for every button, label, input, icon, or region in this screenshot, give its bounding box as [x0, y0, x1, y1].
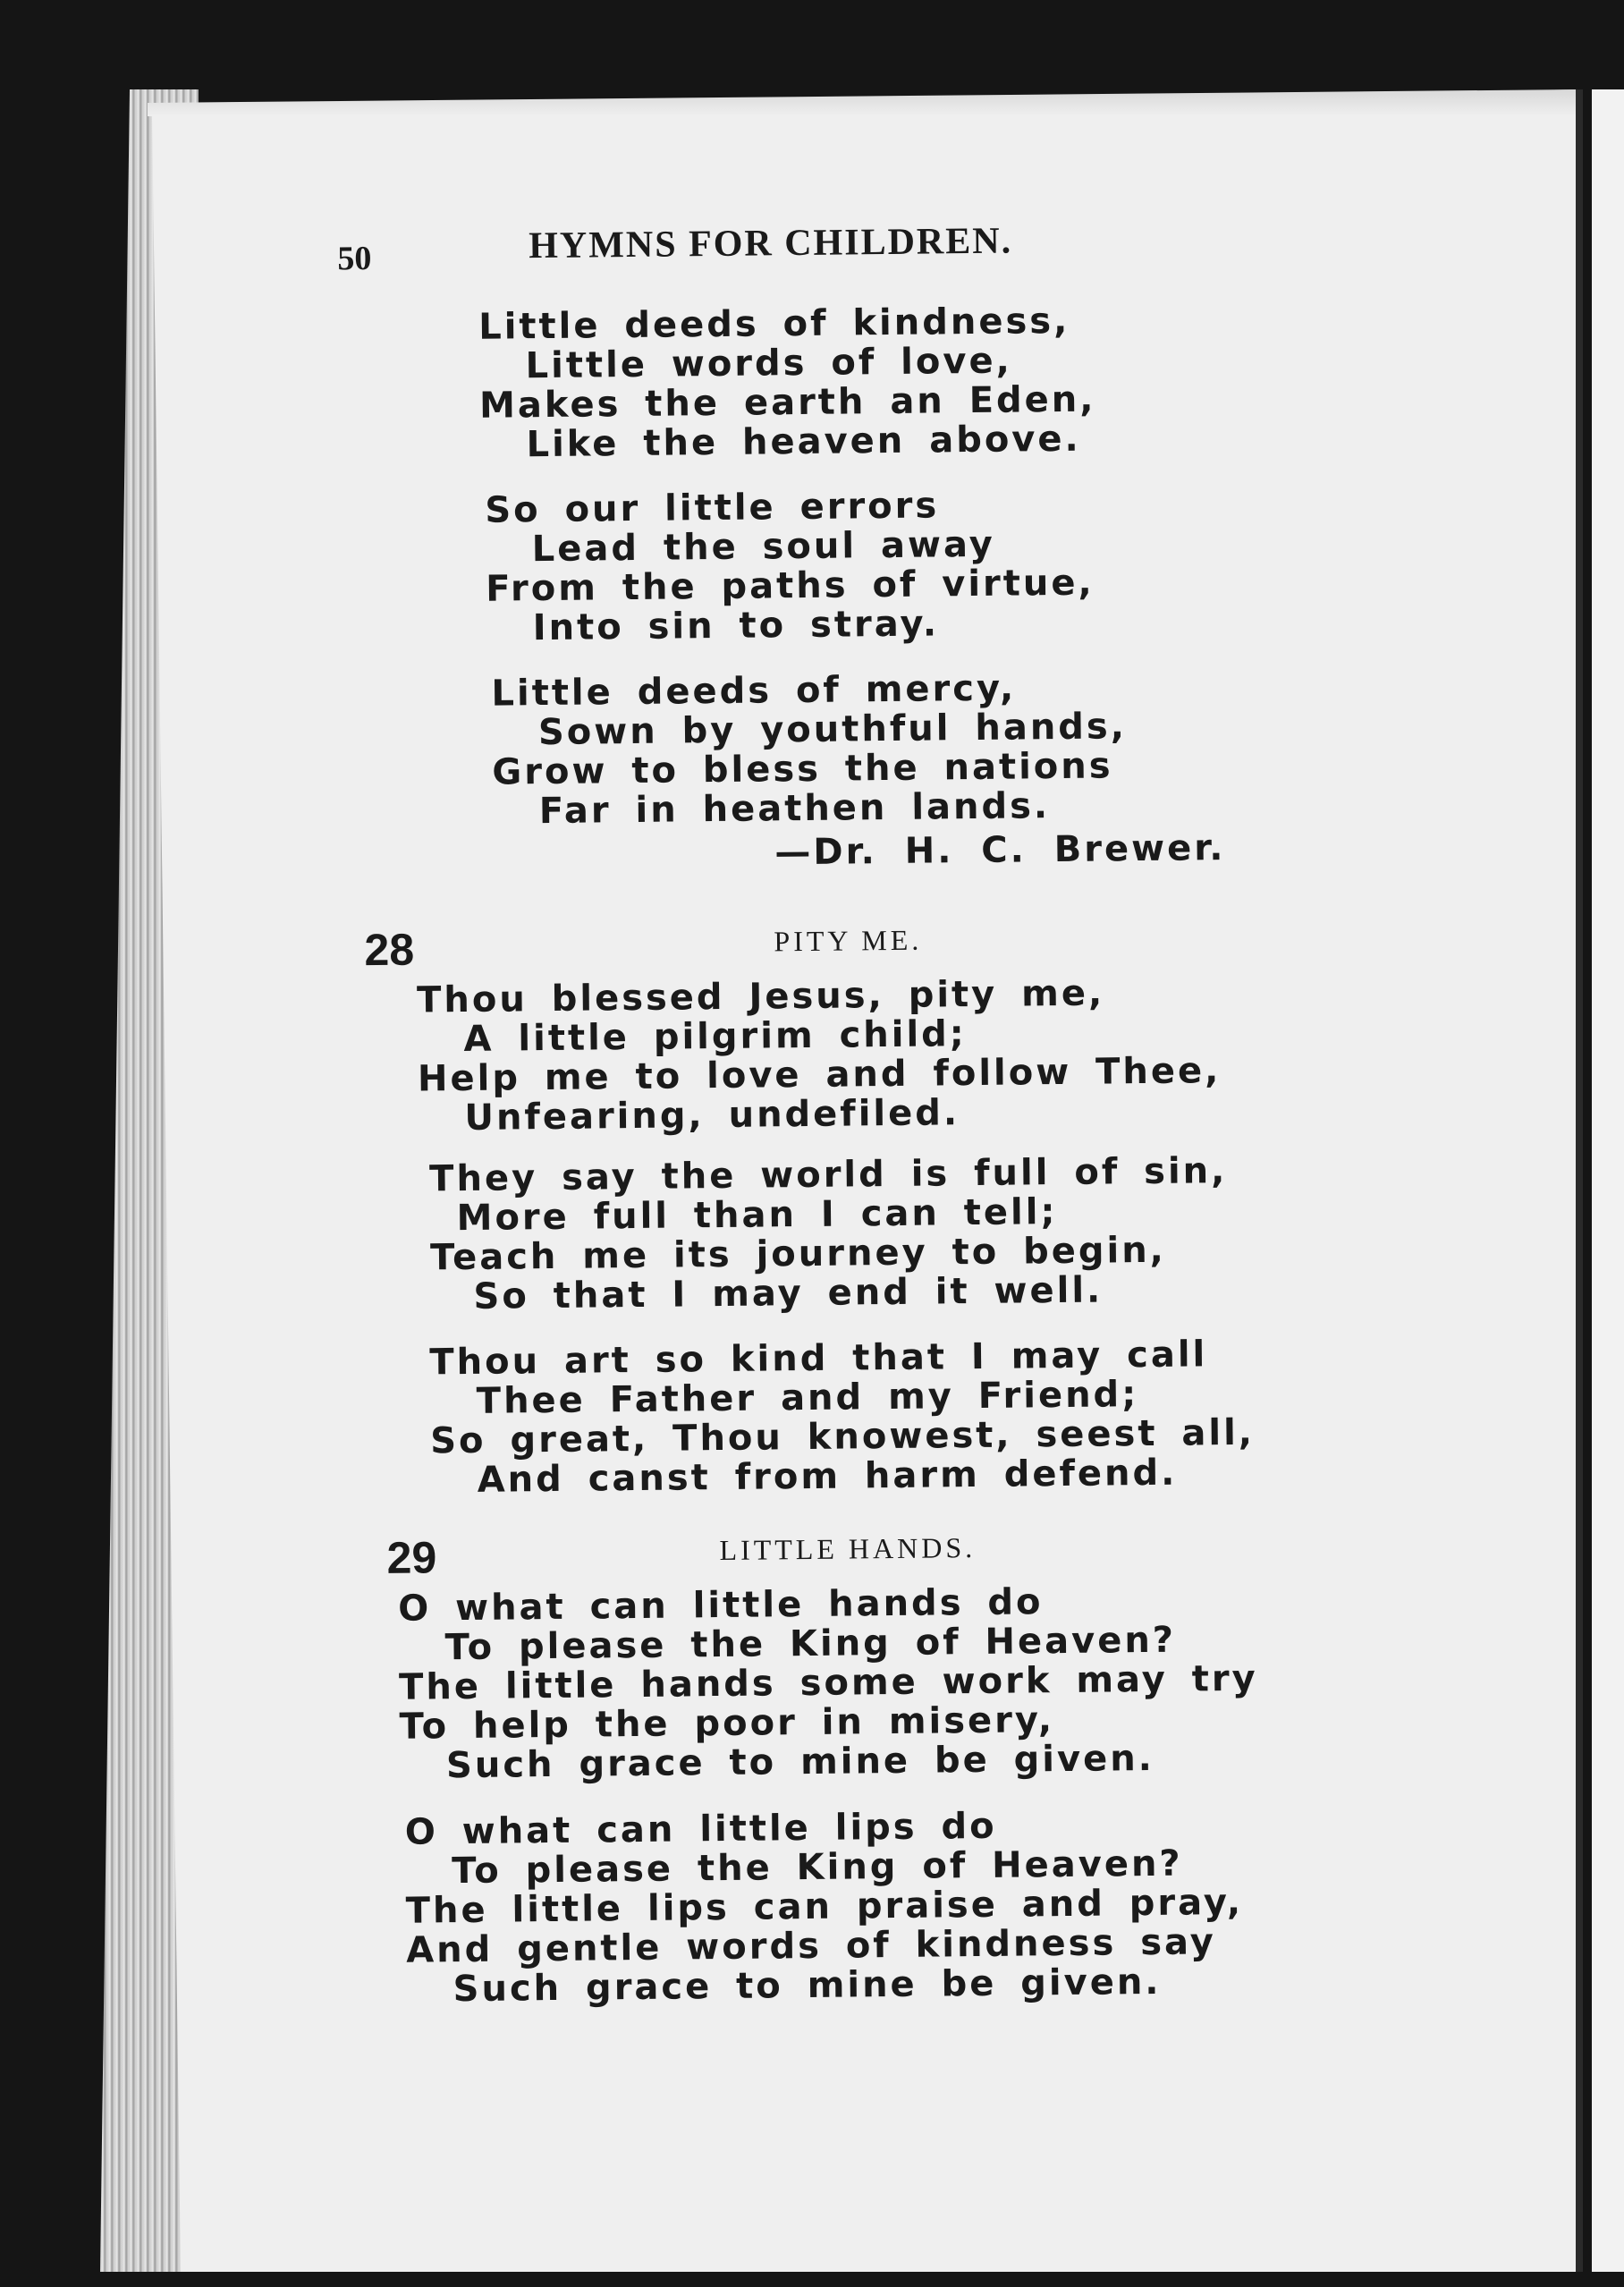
verse-line: They say the world is full of sin,: [428, 1150, 1228, 1200]
verse-line: Like the heaven above.: [526, 418, 1081, 466]
stanza: [429, 1151, 1229, 1317]
verse-line: Lead the soul away: [531, 523, 996, 571]
verse-line: Into sin to stray.: [532, 603, 940, 649]
verse-line: From the paths of virtue,: [486, 562, 1095, 610]
stanza: [478, 301, 1096, 465]
verse-line: Grow to bless the nations: [492, 745, 1113, 793]
stanza: [417, 972, 1222, 1138]
verse-line: Thou blessed Jesus, pity me,: [416, 972, 1105, 1021]
stanza: [485, 485, 1095, 648]
verse-line: Unfearing, undefiled.: [464, 1092, 960, 1139]
verse-line: Thee Father and my Friend;: [476, 1374, 1139, 1422]
verse-line: Little deeds of mercy,: [491, 667, 1017, 715]
stanza: [429, 1334, 1256, 1501]
verse-line: And gentle words of kindness say: [405, 1921, 1217, 1971]
verse-line: Little words of love,: [525, 340, 1013, 387]
verse-line: The little lips can praise and pray,: [405, 1881, 1244, 1932]
verse-line: So great, Thou knowest, seest all,: [429, 1411, 1256, 1462]
verse-line: O what can little hands do: [397, 1581, 1044, 1630]
verse-line: So our little errors: [485, 485, 940, 531]
verse-line: To please the King of Heaven?: [444, 1619, 1177, 1669]
verse-line: Little deeds of kindness,: [478, 300, 1070, 348]
attribution: —Dr. H. C. Brewer.: [774, 827, 1226, 874]
verse-line: The little hands some work may try: [398, 1657, 1258, 1708]
verse-line: To please the King of Heaven?: [452, 1842, 1183, 1893]
hymn-title: LITTLE HANDS.: [719, 1531, 977, 1567]
page-number: 50: [337, 240, 372, 278]
verse-line: More full than I can tell;: [456, 1191, 1058, 1240]
verse-line: Thou art so kind that I may call: [429, 1334, 1208, 1384]
hymn-number: 28: [364, 924, 415, 976]
verse-line: So that I may end it well.: [473, 1269, 1104, 1317]
verse-line: To help the poor in misery,: [399, 1699, 1055, 1748]
stanza: [491, 667, 1128, 831]
verse-line: Teach me its journey to begin,: [429, 1229, 1167, 1279]
verse-line: Far in heathen lands.: [538, 785, 1051, 833]
verse-line: Makes the earth an Eden,: [478, 378, 1096, 427]
verse-line: Help me to love and follow Thee,: [417, 1050, 1222, 1100]
verse-line: O what can little lips do: [404, 1805, 997, 1853]
verse-line: A little pilgrim child;: [463, 1013, 968, 1060]
stanza: [398, 1580, 1259, 1786]
verse-line: And canst from harm defend.: [477, 1452, 1178, 1501]
verse-line: Sown by youthful hands,: [537, 706, 1128, 754]
hymn-number: 29: [386, 1532, 437, 1583]
running-title: HYMNS FOR CHILDREN.: [529, 220, 1013, 267]
verse-line: Such grace to mine be given.: [445, 1737, 1155, 1787]
verse-line: Such grace to mine be given.: [453, 1961, 1162, 2011]
hymn-title: PITY ME.: [774, 923, 923, 958]
stanza: [405, 1804, 1245, 2010]
